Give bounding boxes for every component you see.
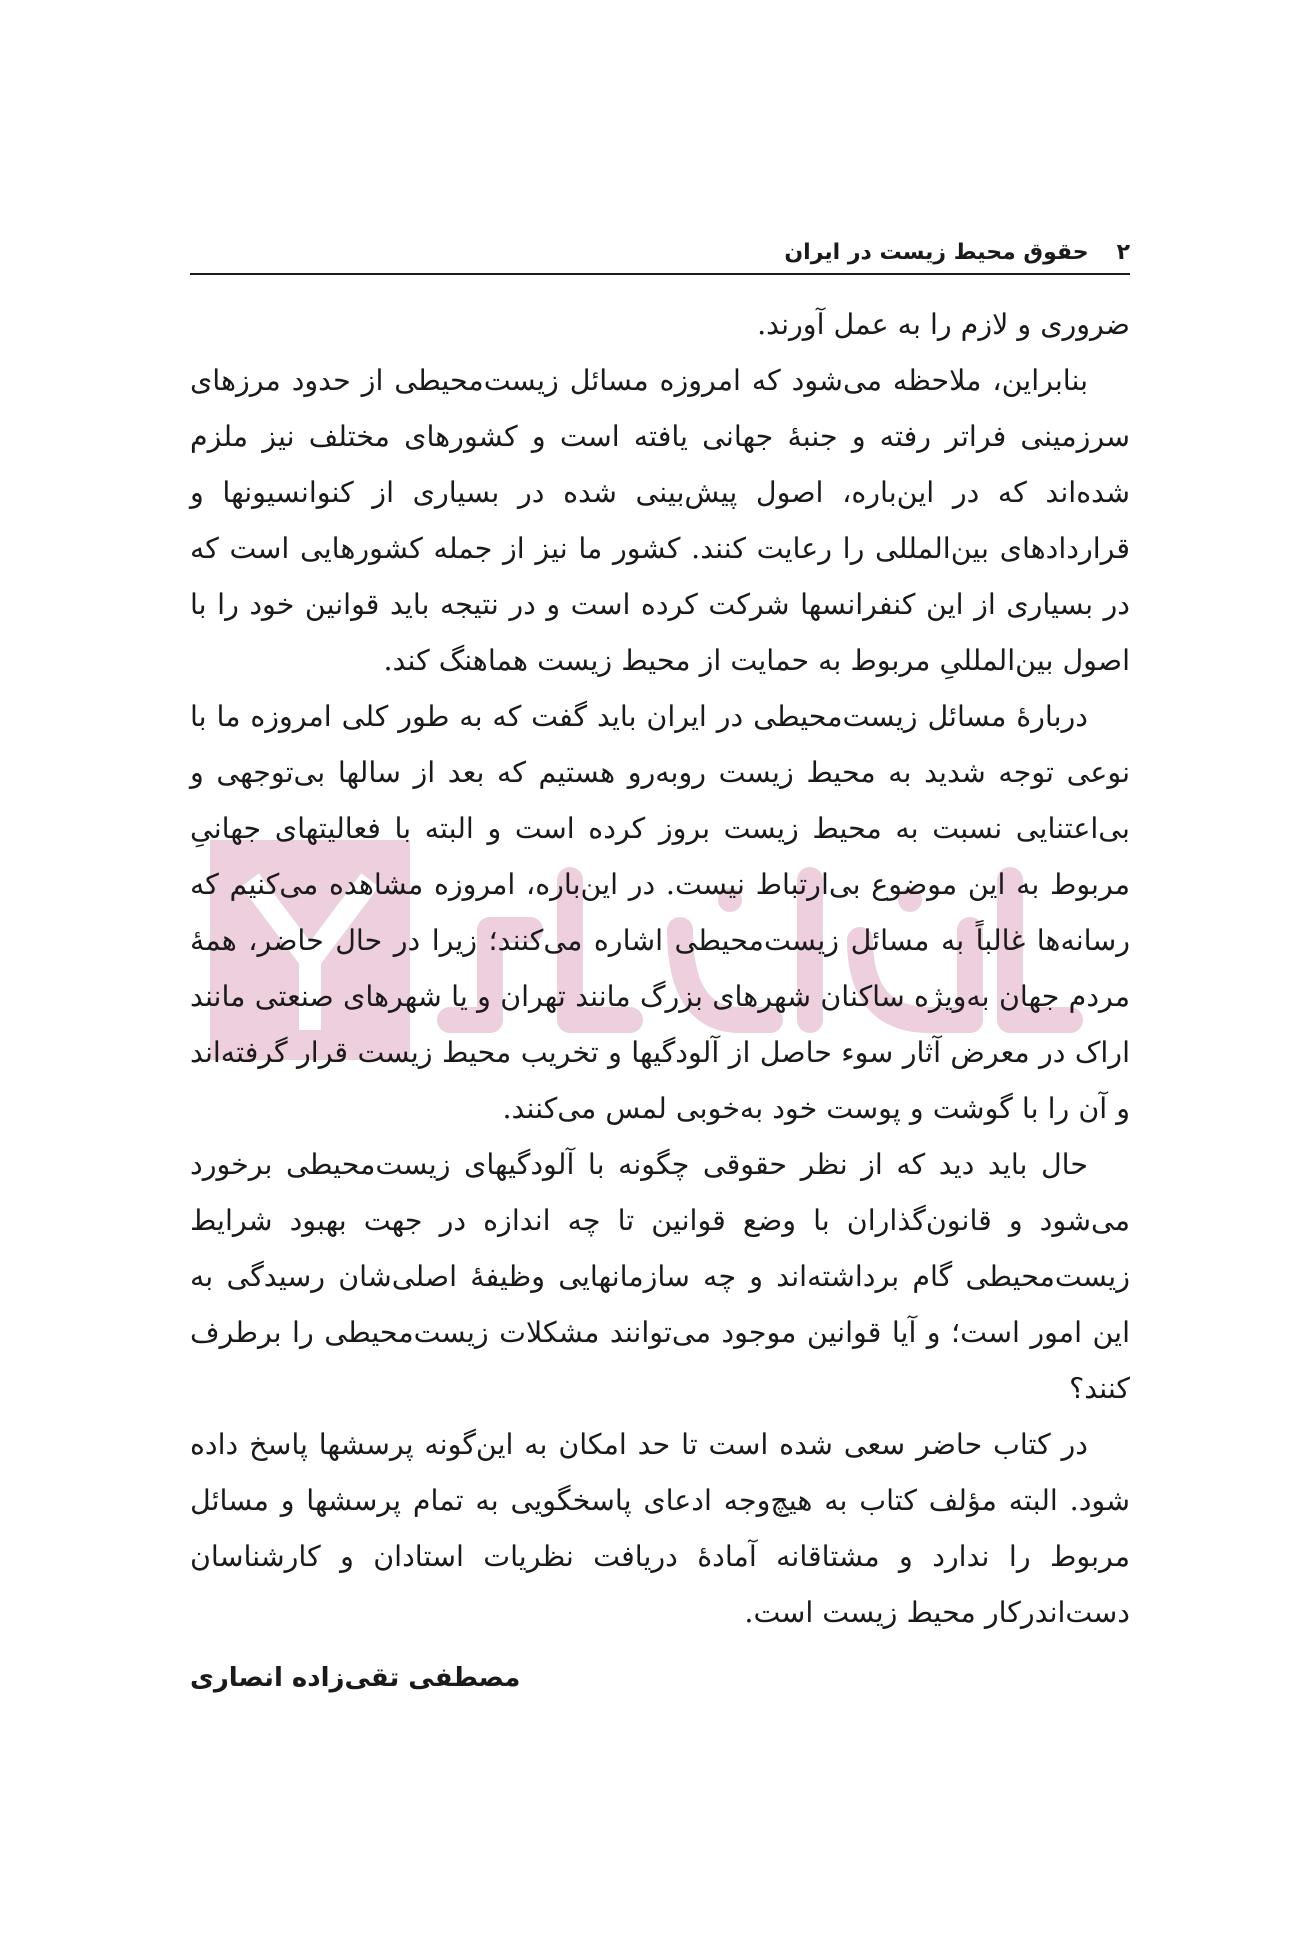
paragraph-4: حال باید دید که از نظر حقوقی چگونه با آلودگیهای زیست‌محیطی برخورد می‌شود و قانون‌گذاران با وضع قوانین تا چه اندازه در جهت بهبود شرایط زیست‌محیطی گام برداشته‌اند و چه سازمانهایی وظیفهٔ اصلی‌شان رسیدگی به این امور است؛ و آیا قوانین موجود می‌توانند مشکلات زیست‌محیطی را برطرف کنند؟ (190, 1148, 1130, 1405)
paragraph-2: بنابراین، ملاحظه می‌شود که امروزه مسائل زیست‌محیطی از حدود مرزهای سرزمینی فراتر رفته و جنبهٔ جهانی یافته است و کشورهای مختلف نیز ملزم شده‌اند که در این‌باره، اصول پیش‌بینی شده در بسیاری از کنوانسیونها و قراردادهای بین‌المللی را رعایت کنند. کشور ما نیز از جمله کشورهایی است که در بسیاری از این کنفرانسها شرکت کرده است و در نتیجه باید قوانین خود را با اصول بین‌المللیِ مربوط به حمایت از محیط زیست هماهنگ کند. (190, 364, 1130, 677)
body-text (190, 297, 1130, 1641)
running-header (190, 240, 1130, 275)
paragraph-5: در کتاب حاضر سعی شده است تا حد امکان به این‌گونه پرسشها پاسخ داده شود. البته مؤلف کتاب به هیچ‌وجه ادعای پاسخگویی به تمام پرسشها و مسائل مربوط را ندارد و مشتاقانه آمادهٔ دریافت نظریات استادان و کارشناسان دست‌اندرکار محیط زیست است. (190, 1428, 1130, 1629)
running-title: حقوق محیط زیست در ایران (784, 240, 1089, 265)
author-signature: مصطفی تقی‌زاده انصاری (190, 1663, 521, 1693)
paragraph-3: دربارهٔ مسائل زیست‌محیطی در ایران باید گفت که به طور کلی امروزه ما با نوعی توجه شدید به محیط زیست روبه‌رو هستیم که بعد از سالها بی‌توجهی و بی‌اعتنایی نسبت به محیط زیست بروز کرده است و البته با فعالیتهای جهانیِ مربوط به این موضوع بی‌ارتباط نیست. در این‌باره، امروزه مشاهده می‌کنیم که رسانه‌ها غالباً به مسائل زیست‌محیطی اشاره می‌کنند؛ زیرا در حال حاضر، همهٔ مردم جهان به‌ویژه ساکنان شهرهای بزرگ مانند تهران و یا شهرهای صنعتی مانند اراک در معرض آثار سوء حاصل از آلودگیها و تخریب محیط زیست قرار گرفته‌اند و آن را با گوشت و پوست خود به‌خوبی لمس می‌کنند. (190, 700, 1130, 1125)
page-number: ۲ (1116, 240, 1130, 265)
paragraph-1: ضروری و لازم را به عمل آورند. (757, 308, 1130, 341)
book-page (190, 240, 1130, 1693)
